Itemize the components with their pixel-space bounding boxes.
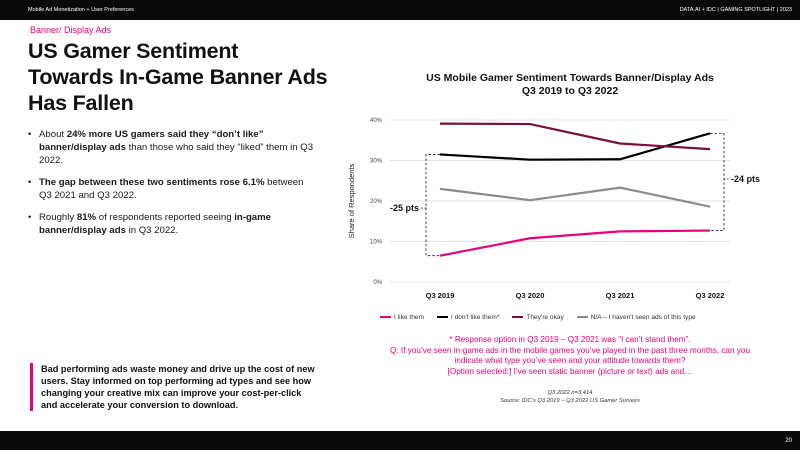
headline: US Gamer Sentiment Towards In-Game Banner Ads Has Fallen	[28, 39, 328, 115]
chart-title-line: US Mobile Gamer Sentiment Towards Banner/Display Ads	[426, 72, 714, 84]
callout-text: Bad performing ads waste money and drive up the cost of new users. Stay informed on top performing ad types and see how changing your creative mix can improve your cost-per-click and accelerate your conversion to download.	[30, 363, 320, 411]
source-text: Source: IDC’s Q3 2019 – Q3 2022 US Gamer Surveys	[500, 398, 640, 404]
bullet-3: • Roughly 81% of respondents reported seeing in-game banner/display ads in Q3 2022.	[28, 211, 318, 237]
bullet-2: • The gap between these two sentiments rose 6.1% between Q3 2021 and Q3 2022.	[28, 176, 318, 202]
bottom-bar	[0, 431, 800, 450]
y-axis-label: Share of Respondents	[347, 163, 356, 239]
x-tick-label: Q3 2019	[425, 291, 455, 300]
chart-title	[420, 72, 720, 98]
footnote-line-2: Q: If you’ve seen in-game ads in the mobile games you’ve played in the past three months, can you indicate what type you’ve seen and your attitude towards them?	[390, 345, 750, 365]
header-left-text: Mobile Ad Monetization + User Preferences	[28, 7, 134, 13]
line-chart	[340, 105, 780, 305]
y-tick-label: 10%	[369, 239, 382, 246]
legend-swatch	[380, 316, 391, 318]
y-tick-label: 20%	[369, 199, 382, 205]
series-line	[440, 188, 710, 207]
annotation-label: -24 pts	[731, 173, 761, 184]
bullet-1: • About 24% more US gamers said they “don’t like” banner/display ads than those who said they “liked” them in Q3 2022.	[28, 128, 318, 167]
x-tick-label: Q3 2020	[515, 291, 545, 300]
x-tick-label: Q3 2021	[605, 291, 635, 300]
legend-swatch	[437, 316, 448, 318]
section-tag: Banner/ Display Ads	[30, 25, 112, 35]
legend-swatch	[512, 316, 523, 318]
footnote-line-3: [Option selected:] I’ve seen static banner (picture or text) ads and…	[447, 366, 693, 376]
series-line	[440, 231, 710, 256]
annotation-bracket	[426, 154, 440, 255]
y-tick-label: 40%	[369, 118, 382, 124]
chart-legend	[380, 313, 800, 321]
legend-label: I like them	[394, 313, 425, 321]
legend-item-dont-like-them	[437, 314, 500, 321]
sample-size: Q3 2022 n=3,414	[547, 390, 593, 396]
legend-label: N/A – I haven't seen ads of this type	[590, 313, 696, 321]
footnote-line-1: * Response option in Q3 2019 – Q3 2021 was “I can’t stand them”.	[449, 335, 691, 344]
legend-label: They're okay	[526, 313, 564, 321]
chart-subtitle: Q3 2019 to Q3 2022	[521, 85, 619, 97]
y-tick-label: 30%	[369, 158, 382, 165]
legend-swatch	[577, 316, 588, 318]
legend-item-theyre-okay	[512, 314, 564, 321]
x-tick-label: Q3 2022	[695, 291, 725, 300]
y-tick-label: 0%	[373, 280, 382, 286]
footnote	[390, 335, 750, 377]
annotation-label: -25 pts	[389, 203, 419, 214]
top-bar	[0, 0, 800, 20]
header-right-text: DATA.AI + IDC | GAMING SPOTLIGHT | 2023	[679, 7, 792, 13]
legend-item-i-like-them	[380, 314, 424, 321]
legend-label: I don't like them*	[450, 313, 500, 321]
annotation-bracket	[710, 133, 724, 230]
page-number: 20	[785, 438, 792, 444]
bullet-list	[28, 128, 318, 246]
source-note	[450, 389, 690, 405]
legend-item-not-seen	[577, 314, 696, 321]
